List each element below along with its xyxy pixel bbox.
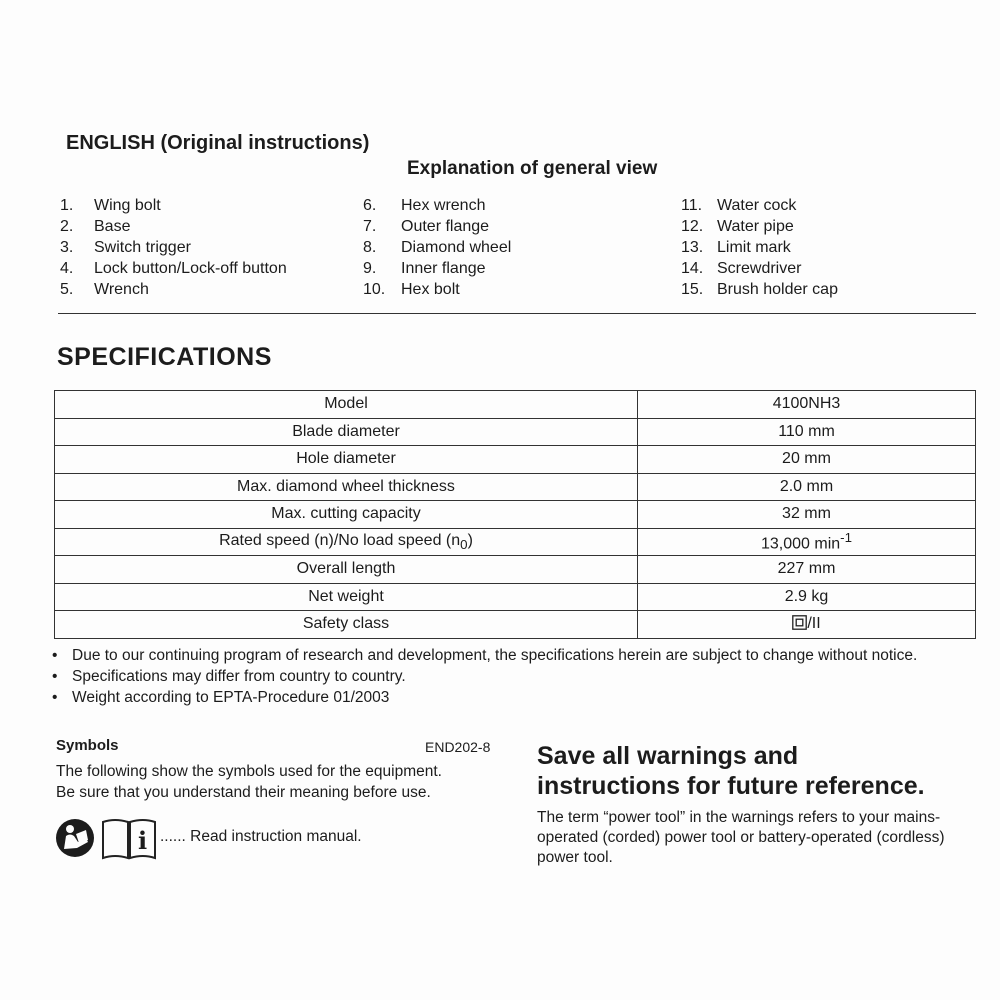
save-warnings-title-line-1: Save all warnings and: [537, 742, 799, 770]
spec-value: 110 mm: [638, 418, 976, 446]
part-number: 13.: [681, 239, 704, 256]
part-name: Hex bolt: [401, 281, 460, 298]
parts-list-column-1: [60, 195, 287, 300]
spec-value: 4100NH3: [638, 391, 976, 419]
info-letter: i: [137, 826, 148, 855]
part-name: Screwdriver: [717, 260, 802, 277]
part-name: Limit mark: [717, 239, 791, 256]
part-item: [363, 279, 511, 300]
part-name: Diamond wheel: [401, 239, 512, 256]
note-item: [52, 646, 977, 666]
spec-row: [55, 473, 976, 501]
part-name: Base: [94, 218, 131, 235]
part-name: Brush holder cap: [717, 281, 838, 298]
part-item: [363, 237, 511, 258]
power-tool-term-text: The term “power tool” in the warnings refers to your mains-operated (corded) power tool or battery-operated (cordless) power tool.: [537, 809, 945, 866]
part-name: Hex wrench: [401, 197, 486, 214]
part-number: 11.: [681, 197, 703, 214]
part-number: 10.: [363, 281, 386, 298]
symbols-intro: [56, 761, 506, 803]
part-name: Switch trigger: [94, 239, 191, 256]
part-item: [681, 279, 838, 300]
spec-label: Blade diameter: [55, 418, 638, 446]
part-name: Water pipe: [717, 218, 794, 235]
part-name: Inner flange: [401, 260, 486, 277]
symbols-code: END202-8: [425, 739, 491, 755]
note-text: Due to our continuing program of research and development, the specifications herein are subject to change without notice.: [72, 647, 918, 664]
spec-value: 20 mm: [638, 446, 976, 474]
part-name: Lock button/Lock-off button: [94, 260, 287, 277]
part-number: 15.: [681, 281, 704, 298]
part-item: [60, 258, 287, 279]
spec-label: Max. cutting capacity: [55, 501, 638, 529]
symbols-intro-line-1: The following show the symbols used for the equipment.: [56, 763, 442, 780]
part-item: [60, 279, 287, 300]
note-item: [52, 667, 977, 687]
spec-row: [55, 391, 976, 419]
parts-list-column-2: [363, 195, 511, 300]
save-warnings-title-line-2: instructions for future reference.: [537, 772, 925, 800]
language-heading: ENGLISH (Original instructions): [66, 132, 370, 154]
parts-list-column-3: [681, 195, 838, 300]
part-item: [681, 237, 838, 258]
class-ii-double-square-icon: [792, 615, 807, 630]
part-number: 14.: [681, 260, 704, 277]
spec-row: [55, 556, 976, 584]
spec-label: Max. diamond wheel thickness: [55, 473, 638, 501]
part-name: Outer flange: [401, 218, 490, 235]
safety-class-suffix: /II: [807, 615, 821, 633]
part-number: 7.: [363, 218, 377, 235]
spec-label: Safety class: [55, 611, 638, 639]
bullet: •: [52, 647, 58, 664]
part-number: 2.: [60, 218, 74, 235]
general-view-title: Explanation of general view: [407, 158, 658, 179]
spec-value: 32 mm: [638, 501, 976, 529]
spec-label-text: Rated speed (n)/No load speed (n: [219, 531, 461, 549]
spec-label: [55, 528, 638, 556]
book-info-icon: [101, 816, 157, 860]
save-warnings-title: [537, 741, 977, 801]
spec-row: [55, 418, 976, 446]
part-name: Wing bolt: [94, 197, 161, 214]
spec-value: 2.0 mm: [638, 473, 976, 501]
spec-row: [55, 611, 976, 639]
bullet: •: [52, 689, 58, 706]
part-item: [363, 195, 511, 216]
part-number: 1.: [60, 197, 74, 214]
part-number: 3.: [60, 239, 74, 256]
spec-notes: [52, 646, 977, 709]
read-manual-person-icon: [55, 818, 95, 858]
spec-value: 2.9 kg: [638, 583, 976, 611]
part-number: 8.: [363, 239, 377, 256]
section-divider: [58, 313, 976, 314]
note-item: [52, 688, 977, 708]
spec-row: [55, 528, 976, 556]
part-item: [681, 216, 838, 237]
part-item: [60, 216, 287, 237]
symbols-intro-line-2: Be sure that you understand their meaning before use.: [56, 784, 431, 801]
part-number: 4.: [60, 260, 74, 277]
spec-value: [638, 528, 976, 556]
part-number: 9.: [363, 260, 377, 277]
spec-value-superscript: -1: [840, 530, 853, 546]
part-item: [60, 195, 287, 216]
note-text: Weight according to EPTA-Procedure 01/2003: [72, 689, 390, 706]
part-number: 6.: [363, 197, 377, 214]
spec-row: [55, 583, 976, 611]
spec-label: Net weight: [55, 583, 638, 611]
spec-label-text-end: ): [467, 531, 473, 549]
spec-value: [638, 611, 976, 639]
spec-row: [55, 501, 976, 529]
spec-label: Overall length: [55, 556, 638, 584]
spec-label: Model: [55, 391, 638, 419]
part-number: 12.: [681, 218, 704, 235]
specifications-title: SPECIFICATIONS: [57, 343, 272, 371]
bullet: •: [52, 668, 58, 685]
note-text: Specifications may differ from country to country.: [72, 668, 406, 685]
symbols-heading: Symbols: [56, 737, 119, 754]
spec-row: [55, 446, 976, 474]
part-name: Wrench: [94, 281, 149, 298]
part-name: Water cock: [717, 197, 797, 214]
part-item: [363, 216, 511, 237]
spec-value-text: 13,000 min: [760, 535, 841, 553]
part-item: [60, 237, 287, 258]
part-item: [363, 258, 511, 279]
part-number: 5.: [60, 281, 74, 298]
spec-label-subscript: 0: [460, 536, 468, 552]
read-manual-text: ...... Read instruction manual.: [160, 828, 362, 845]
part-item: [681, 258, 838, 279]
part-item: [681, 195, 838, 216]
spec-value: 227 mm: [638, 556, 976, 584]
specifications-table: [54, 390, 976, 639]
spec-label: Hole diameter: [55, 446, 638, 474]
